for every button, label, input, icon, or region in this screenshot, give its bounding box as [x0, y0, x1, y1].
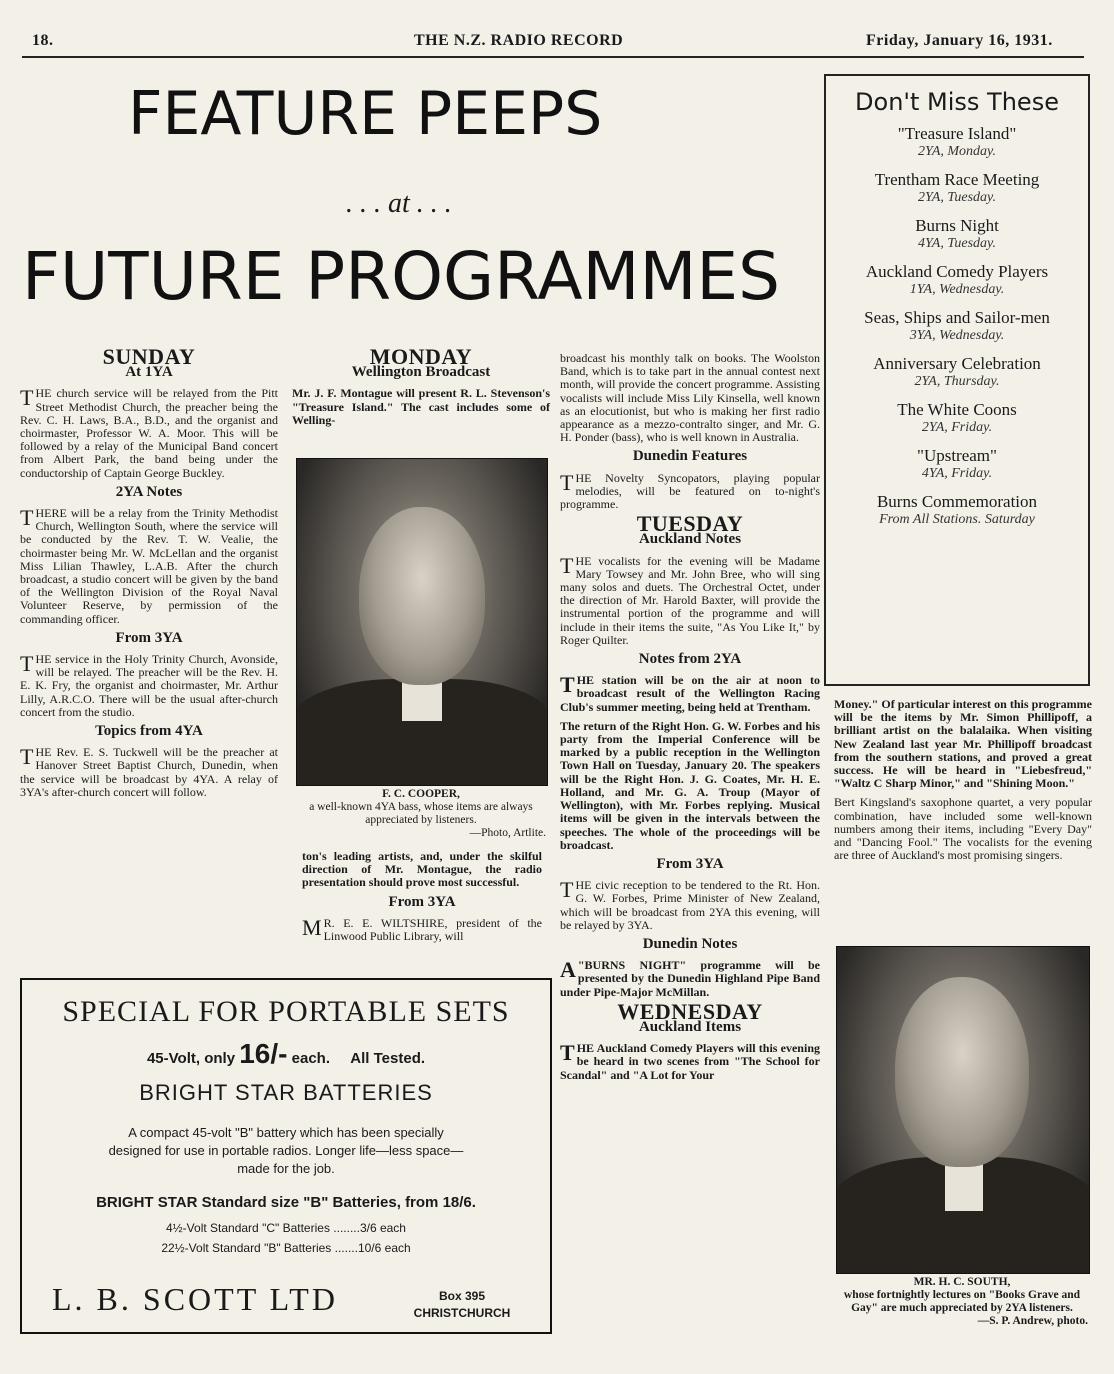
ad-price-post: each. — [291, 1050, 330, 1067]
tuesday-heading: TUESDAY — [636, 511, 744, 537]
col3-paragraph-3: THE vocalists for the evening will be Madame Mary Towsey and Mr. John Bree, who will sing many solos and duets. The Orchestral Octet, under the direction of Mr. Harold Baxter, will provide the instrumental portion of the programme and will include in their items the suite, "As You Like It," by Roger Quilter. — [560, 552, 820, 647]
col3-paragraph-4: THE station will be on the air at noon to broadcast result of the Wellington Racing Club's summer meeting, being held at Trentham. — [560, 672, 820, 714]
dont-miss-programme: Trentham Race Meeting — [874, 170, 1040, 189]
ad-standard-line: BRIGHT STAR Standard size "B" Batteries, from 18/6. — [96, 1194, 476, 1211]
ad-city: CHRISTCHURCH — [413, 1306, 511, 1320]
col3-paragraph-6: THE civic reception to be tendered to the Rt. Hon. G. W. Forbes, Prime Minister of New Zealand, which will be broadcast from 2YA this evening, will be relayed by 3YA. — [560, 877, 820, 932]
sunday-sub-4ya: Topics from 4YA — [95, 723, 203, 740]
sunday-paragraph-4: THE Rev. E. S. Tuckwell will be the preacher at Hanover Street Baptist Church, Dunedin, when the service will be broadcast by 4YA. A relay of 3YA's after-church concert will follow. — [20, 744, 278, 799]
monday-heading: MONDAY — [369, 344, 473, 369]
dont-miss-station: 2YA, Thursday. — [914, 374, 1000, 389]
south-caption-name: MR. H. C. SOUTH, — [913, 1276, 1011, 1288]
sunday-sub-2ya: 2YA Notes — [115, 483, 183, 500]
cooper-caption-name: F. C. COOPER, — [382, 788, 460, 800]
dont-miss-station: 2YA, Tuesday. — [918, 190, 996, 205]
tuesday-sub-2ya: Notes from 2YA — [638, 651, 742, 668]
col3-sub-dunedin-features: Dunedin Features — [632, 448, 748, 465]
ad-brand: BRIGHT STAR BATTERIES — [139, 1080, 433, 1105]
ad-c-battery-line: 4½-Volt Standard "C" Batteries ........3/6 each — [166, 1221, 406, 1235]
col4-paragraph-2: Bert Kingsland's saxophone quartet, a very popular combination, have included some well-known numbers among their items, including "Every Day" and "Dancing Fool." The vocalists for the evening are three of Auckland's most promising singers. — [834, 795, 1092, 863]
ad-b-battery-line: 22½-Volt Standard "B" Batteries .......10/6 each — [161, 1241, 411, 1255]
ad-description: A compact 45-volt "B" battery which has been specially designed for use in portable radios. Longer life—less space—made for the job. — [108, 1125, 464, 1176]
dont-miss-programme: Auckland Comedy Players — [865, 262, 1049, 281]
sunday-heading: SUNDAY — [102, 344, 196, 369]
dont-miss-programme: Anniversary Celebration — [873, 354, 1041, 373]
tuesday-sub-3ya: From 3YA — [656, 855, 724, 872]
ad-box: Box 395 — [438, 1289, 486, 1303]
title-line-2: FUTURE PROGRAMMES — [22, 238, 781, 315]
ad-price: 16/- — [239, 1038, 288, 1069]
wednesday-sub-auckland: Auckland Items — [638, 1018, 742, 1035]
dont-miss-heading: Don't Miss These — [855, 88, 1059, 116]
ad-tested: All Tested. — [350, 1050, 426, 1067]
ad-headline: SPECIAL FOR PORTABLE SETS — [62, 995, 510, 1028]
dont-miss-station: From All Stations. Saturday — [879, 512, 1035, 527]
col4-paragraph-1: Money." Of particular interest on this programme will be the items by Mr. Simon Phillipoff, a brilliant artist on the balalaika. When visiting New Zealand last year Mr. Phillipoff broadcast from the southern stations, and proved a great success. He will be heard in "Liebesfreud," "Waltz C Sharp Minor," and "Shining Moon." — [834, 697, 1092, 791]
header-rule — [22, 56, 1084, 58]
cooper-photo-credit: —Photo, Artlite. — [469, 827, 546, 839]
dont-miss-programme: Burns Night — [915, 216, 999, 235]
tuesday-sub-auckland: Auckland Notes — [638, 531, 742, 548]
page-number: 18. — [32, 32, 54, 49]
dont-miss-programme: "Upstream" — [917, 446, 997, 465]
dont-miss-station: 2YA, Monday. — [918, 144, 996, 159]
wednesday-heading: WEDNESDAY — [617, 998, 763, 1024]
dont-miss-station: 3YA, Wednesday. — [909, 328, 1005, 343]
photo-h-c-south — [836, 946, 1090, 1274]
tuesday-sub-dunedin-notes: Dunedin Notes — [642, 935, 738, 952]
col3-paragraph-1: broadcast his monthly talk on books. The Woolston Band, which is to take part in the annual contest next month, will provide the concert programme. Assisting vocalists will include Miss Lily Kinsella, well known as an elocutionist, but who is making her first radio appearance as a mezzo-contralto singer, and Mr. G. H. Ponder (bass), who is well known in Australia. — [560, 351, 820, 445]
publication-name: THE N.Z. RADIO RECORD — [414, 32, 624, 49]
title-at: . . . at . . . — [346, 188, 452, 219]
dont-miss-programme: Burns Commemoration — [876, 492, 1038, 511]
ad-price-line — [22, 1038, 550, 1070]
dont-miss-station: 4YA, Friday. — [921, 466, 993, 481]
dont-miss-station: 2YA, Friday. — [921, 420, 993, 435]
dont-miss-programme: "Treasure Island" — [897, 124, 1017, 143]
cooper-caption — [296, 788, 546, 840]
monday-paragraph-2: ton's leading artists, and, under the skilful direction of Mr. Montague, the radio presentation should prove most successful. — [302, 849, 542, 890]
sunday-paragraph-1: THE church service will be relayed from the Pitt Street Methodist Church, the preacher being the Rev. C. H. Laws, B.A., B.D., and the organist and choirmaster, Professor W. A. Moor. This will be followed by a relay of the Municipal Band concert from Albert Park, the band being under the conductorship of Captain George Buckley. — [20, 385, 278, 480]
monday-column-cont — [302, 850, 542, 949]
col3-paragraph-8: THE Auckland Comedy Players will this evening be heard in two scenes from "The School for Scandal" and "A Lot for Your — [560, 1040, 820, 1082]
monday-sub-3ya: From 3YA — [388, 893, 456, 910]
dont-miss-programme: The White Coons — [897, 400, 1017, 419]
issue-date: Friday, January 16, 1931. — [866, 32, 1053, 49]
col3-paragraph-5: The return of the Right Hon. G. W. Forbes and his party from the Imperial Conference will be marked by a public reception in the Wellington Town Hall on Tuesday, January 20. The speakers will be the Right Hon. J. G. Coates, Mr. H. E. Holland, and Mr. G. A. Troup (Mayor of Wellington), with Mr. Forbes replying. Musical items will be given in the intervals between the speeches. The whole of the proceedings will be broadcast. — [560, 718, 820, 852]
sunday-column — [20, 344, 278, 805]
dont-miss-box — [824, 74, 1090, 686]
sunday-sub-1ya: At 1YA — [125, 364, 173, 381]
tuesday-column — [560, 352, 820, 1088]
dont-miss-programme: Seas, Ships and Sailor-men — [864, 308, 1050, 327]
battery-advertisement — [20, 978, 552, 1334]
title-line-1: FEATURE PEEPS — [128, 79, 603, 149]
south-photo-credit: —S. P. Andrew, photo. — [977, 1315, 1088, 1327]
south-caption — [836, 1276, 1088, 1328]
cooper-caption-text: a well-known 4YA bass, whose items are always appreciated by listeners. — [309, 801, 533, 826]
monday-sub-wellington: Wellington Broadcast — [351, 364, 491, 381]
photo-f-c-cooper — [296, 458, 548, 786]
sunday-paragraph-2: THERE will be a relay from the Trinity Methodist Church, Wellington South, where the service will be conducted by the Rev. T. W. Vealie, the choirmaster being Mr. W. McLellan and the organist Miss Lilian Thawley, L.A.B. After the church broadcast, a studio concert will be given by the band of the Wellington Division of the Royal Naval Volunteer Reserve, by permission of the commanding officer. — [20, 505, 278, 626]
sunday-paragraph-3: THE service in the Holy Trinity Church, Avonside, will be relayed. The preacher will be the Rev. H. E. K. Fry, the organist and choirmaster, Mr. Arthur Lilly, A.R.C.O. There will be the usual after-church concert from the studio. — [20, 651, 278, 719]
ad-address — [392, 1288, 532, 1322]
dont-miss-station: 1YA, Wednesday. — [909, 282, 1005, 297]
wednesday-column-cont — [834, 698, 1092, 868]
ad-price-pre: 45-Volt, only — [146, 1050, 236, 1067]
monday-paragraph-3: MR. E. E. WILTSHIRE, president of the Linwood Public Library, will — [302, 914, 542, 944]
south-caption-text: whose fortnightly lectures on "Books Grave and Gay" are much appreciated by 2YA listeners. — [843, 1289, 1081, 1314]
monday-paragraph-1: Mr. J. F. Montague will present R. L. Stevenson's "Treasure Island." The cast includes some of Welling- — [292, 386, 550, 427]
ad-company: L. B. SCOTT LTD — [52, 1281, 338, 1317]
col3-paragraph-7: A"BURNS NIGHT" programme will be presented by the Dunedin Highland Pipe Band under Pipe-Major McMillan. — [560, 957, 820, 999]
dont-miss-station: 4YA, Tuesday. — [918, 236, 996, 251]
monday-column — [292, 344, 550, 433]
col3-paragraph-2: THE Novelty Syncopators, playing popular melodies, will be featured on to-night's programme. — [560, 469, 820, 512]
sunday-sub-3ya: From 3YA — [115, 629, 183, 646]
